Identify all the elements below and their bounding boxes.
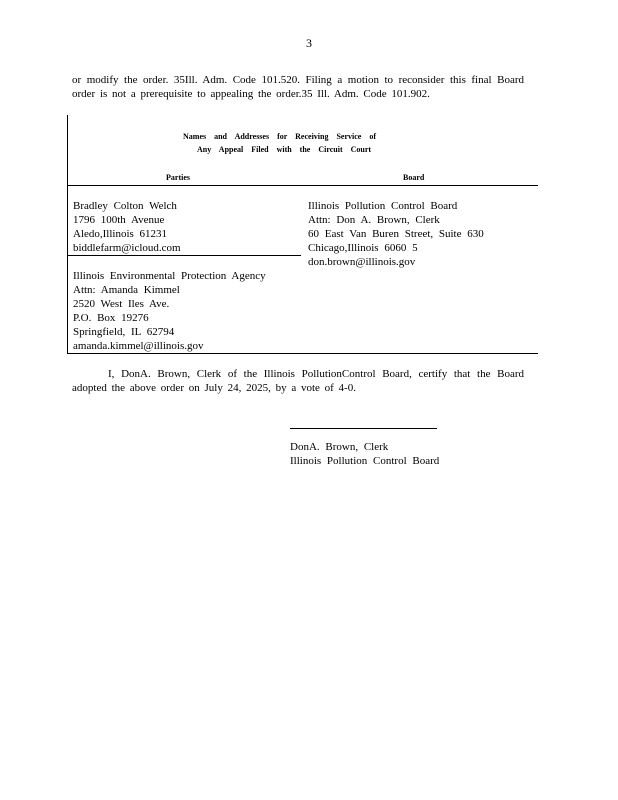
service-table-title-line1: Names and Addresses for Receiving Service of: [183, 132, 377, 141]
party-address-line: 1796 100th Avenue: [73, 214, 165, 226]
table-header-rule: [67, 185, 538, 186]
page-number: 3: [306, 36, 312, 50]
signature-line: [290, 428, 437, 429]
board-address-line: Chicago,Illinois 6060 5: [308, 242, 418, 254]
party-entry-iepa: [73, 269, 266, 353]
board-address-line: Illinois Pollution Control Board: [308, 200, 458, 212]
party-address-line: Springfield, IL 62794: [73, 326, 175, 338]
certification-paragraph: I, DonA. Brown, Clerk of the Illinois PollutionControl Board, certify that the Board adopted the above order on July 24, 2025, by a vote of 4-0.: [72, 368, 524, 394]
signature-name: DonA. Brown, Clerk: [290, 441, 389, 453]
column-header-board: Board: [403, 173, 425, 182]
intro-paragraph: or modify the order. 35Ill. Adm. Code 101.520. Filing a motion to reconsider this final Board order is not a prerequisite to appealing the order.35 Ill. Adm. Code 101.902.: [72, 74, 524, 100]
party-address-line: Bradley Colton Welch: [73, 200, 177, 212]
party-email: amanda.kimmel@illinois.gov: [73, 340, 204, 352]
service-table-title-line2: Any Appeal Filed with the Circuit Court: [197, 145, 372, 154]
party-divider-rule: [67, 255, 301, 256]
table-left-border: [67, 115, 68, 353]
column-header-parties: Parties: [166, 173, 190, 182]
board-email: don.brown@illinois.gov: [308, 256, 416, 268]
table-bottom-rule: [67, 353, 538, 354]
party-address-line: Aledo,Illinois 61231: [73, 228, 168, 240]
party-email: biddlefarm@icloud.com: [73, 242, 181, 254]
board-entry: [308, 199, 484, 269]
board-address-line: 60 East Van Buren Street, Suite 630: [308, 228, 484, 240]
signature-title: Illinois Pollution Control Board: [290, 455, 440, 467]
board-address-line: Attn: Don A. Brown, Clerk: [308, 214, 440, 226]
party-address-line: Illinois Environmental Protection Agency: [73, 270, 266, 282]
party-address-line: Attn: Amanda Kimmel: [73, 284, 180, 296]
party-address-line: 2520 West Iles Ave.: [73, 298, 170, 310]
signature-block: [290, 440, 439, 468]
party-entry-welch: [73, 199, 181, 255]
party-address-line: P.O. Box 19276: [73, 312, 149, 324]
